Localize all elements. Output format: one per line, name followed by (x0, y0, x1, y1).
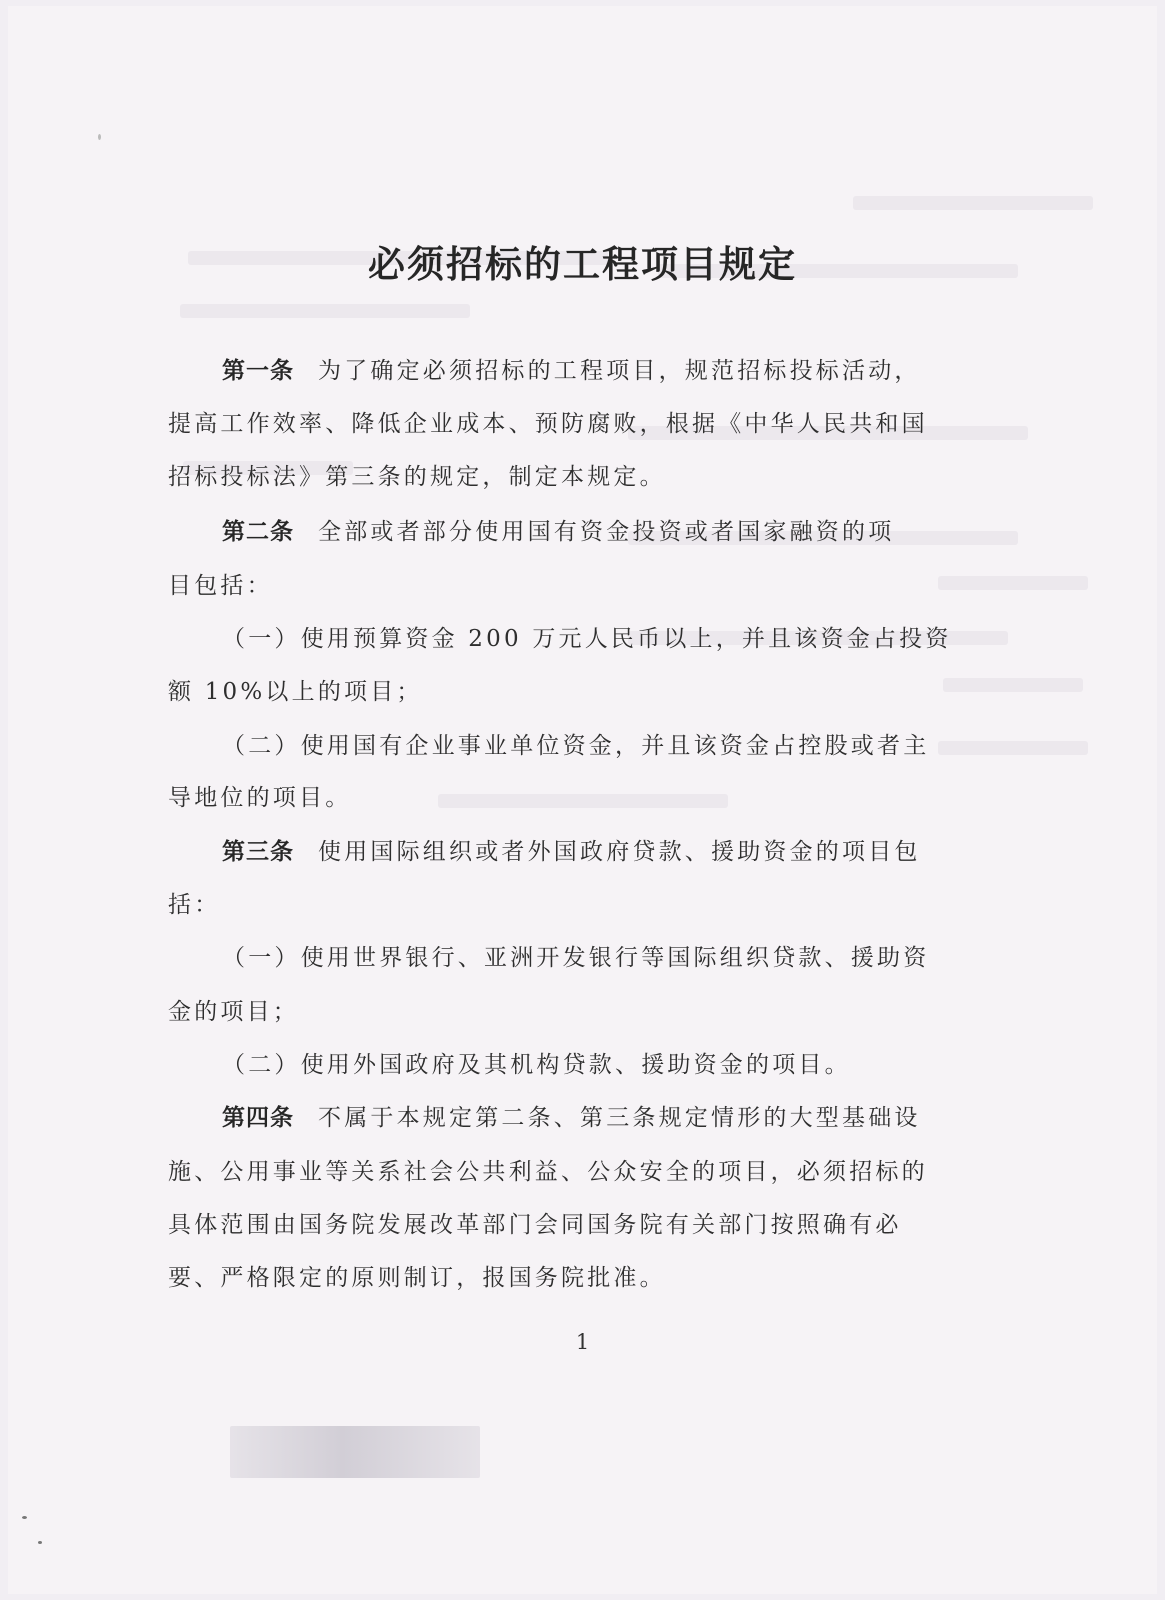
article-3-label: 第三条 (222, 838, 294, 865)
article-1-line-3: 招标投标法》第三条的规定，制定本规定。 (168, 464, 666, 490)
edge-speck (38, 1541, 42, 1544)
page-number: 1 (575, 1330, 590, 1354)
edge-speck (98, 134, 101, 140)
article-1-label: 第一条 (222, 357, 294, 384)
article-2-item-1-line-2: 额 10%以上的项目； (168, 679, 423, 705)
article-2-line-1 (8, 513, 1165, 546)
article-2-item-1-line-1: （一）使用预算资金 200 万元人民币以上，并且该资金占投资 (222, 626, 952, 652)
document-page (8, 6, 1157, 1594)
article-3-item-1-line-1: （一）使用世界银行、亚洲开发银行等国际组织贷款、援助资 (222, 945, 930, 971)
article-3-line-2: 括： (168, 892, 221, 918)
document-title: 必须招标的工程项目规定 (368, 242, 797, 286)
article-3-text-1: 使用国际组织或者外国政府贷款、援助资金的项目包 (318, 839, 921, 865)
article-4-line-3: 具体范围由国务院发展改革部门会同国务院有关部门按照确有必 (168, 1212, 902, 1238)
article-4-label: 第四条 (222, 1104, 294, 1131)
article-3-item-1-line-2: 金的项目； (168, 999, 299, 1025)
article-3-line-1 (8, 833, 1165, 866)
article-1-text-1: 为了确定必须招标的工程项目，规范招标投标活动， (318, 358, 921, 384)
article-4-line-1 (8, 1099, 1165, 1132)
article-4-line-2: 施、公用事业等关系社会公共利益、公众安全的项目，必须招标的 (168, 1159, 928, 1185)
article-2-item-2-line-1: （二）使用国有企业事业单位资金，并且该资金占控股或者主 (222, 733, 930, 759)
article-2-text-1: 全部或者部分使用国有资金投资或者国家融资的项 (318, 519, 895, 545)
article-2-line-2: 目包括： (168, 573, 273, 599)
article-2-label: 第二条 (222, 518, 294, 545)
article-3-item-2-line-1: （二）使用外国政府及其机构贷款、援助资金的项目。 (222, 1052, 851, 1078)
article-1-line-2: 提高工作效率、降低企业成本、预防腐败，根据《中华人民共和国 (168, 411, 928, 437)
article-1-line-1 (8, 352, 1165, 385)
article-4-line-4: 要、严格限定的原则制订，报国务院批准。 (168, 1265, 666, 1291)
article-4-text-1: 不属于本规定第二条、第三条规定情形的大型基础设 (318, 1105, 921, 1131)
article-2-item-2-line-2: 导地位的项目。 (168, 785, 352, 811)
scan-smudge (230, 1426, 480, 1478)
edge-speck (22, 1516, 27, 1519)
